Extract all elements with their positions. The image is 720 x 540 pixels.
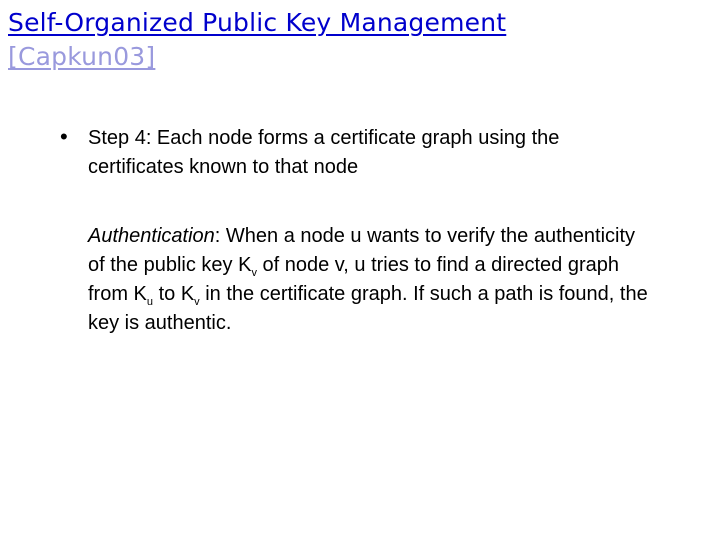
bullet-icon: • bbox=[60, 124, 68, 149]
bullet-item bbox=[60, 124, 660, 182]
title-reference: [Capkun03] bbox=[8, 42, 156, 71]
authentication-text-3: to K bbox=[153, 283, 195, 305]
bullet-text: Step 4: Each node forms a certificate graph using the certificates known to that node bbox=[88, 127, 560, 178]
authentication-text-4: in the certificate graph. If such a path is found, the key is authentic. bbox=[88, 283, 648, 334]
title-main: Self-Organized Public Key Management bbox=[8, 8, 507, 37]
authentication-paragraph bbox=[88, 222, 648, 338]
subscript-v-1: v bbox=[251, 267, 257, 279]
authentication-text-1: When a node u wants to verify the authenticity of the public key K bbox=[88, 225, 636, 276]
authentication-separator: : bbox=[214, 225, 221, 247]
authentication-label: Authentication bbox=[88, 225, 215, 247]
subscript-u: u bbox=[146, 296, 154, 308]
subscript-v-2: v bbox=[194, 296, 200, 308]
slide-title bbox=[8, 6, 708, 74]
authentication-text-2: of node v, u tries to find a directed graph from K bbox=[88, 254, 620, 305]
